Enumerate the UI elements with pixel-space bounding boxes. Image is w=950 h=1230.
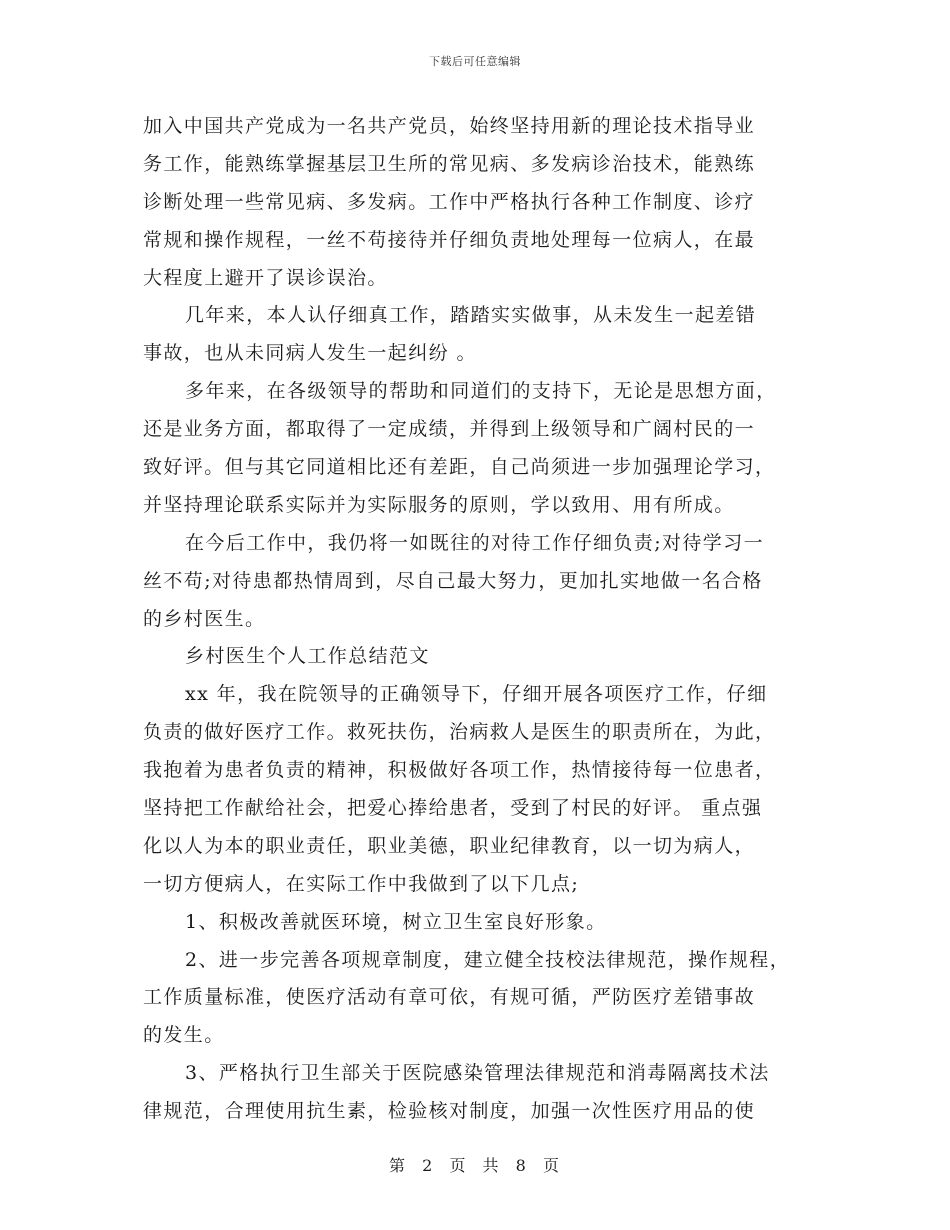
text-line: 负责的做好医疗工作。救死扶伤，治病救人是医生的职责所在，为此，: [143, 721, 776, 744]
text-line: 的发生。: [143, 1024, 225, 1047]
text-line: 一切方便病人，在实际工作中我做到了以下几点;: [143, 872, 580, 895]
text-line: 的乡村医生。: [143, 607, 266, 630]
footer-total-word: 共: [482, 1156, 501, 1175]
text-line: 大程度上避开了误诊误治。: [143, 266, 388, 289]
page-header: 下载后可任意编辑: [429, 55, 521, 68]
text-line: 致好评。但与其它同道相比还有差距，自己尚须进一步加强理论学习，: [143, 456, 776, 479]
section-title: 乡村医生个人工作总结范文: [185, 645, 430, 668]
text-line: 还是业务方面，都取得了一定成绩，并得到上级领导和广阔村民的一: [143, 418, 756, 441]
text-line: 律规范，合理使用抗生素，检验核对制度，加强一次性医疗用品的使: [143, 1100, 756, 1123]
text-line: 化以人为本的职业责任，职业美德，职业纪律教育，以一切为病人，: [143, 834, 756, 857]
text-line: xx 年，我在院领导的正确领导下，仔细开展各项医疗工作，仔细: [185, 683, 768, 706]
current-page-number: 2: [422, 1156, 435, 1175]
text-line: 多年来，在各级领导的帮助和同道们的支持下，无论是思想方面，: [185, 380, 777, 403]
text-line: 在今后工作中，我仍将一如既往的对待工作仔细负责;对待学习一: [185, 531, 765, 554]
list-item: 3、严格执行卫生部关于医院感染管理法律规范和消毒隔离技术法: [185, 1062, 770, 1085]
text-line: 丝不苟;对待患都热情周到，尽自己最大努力，更加扎实地做一名合格: [143, 569, 763, 592]
total-page-count: 8: [515, 1156, 528, 1175]
text-line: 务工作，能熟练掌握基层卫生所的常见病、多发病诊治技术，能熟练: [143, 152, 756, 175]
page-footer: [0, 1153, 950, 1176]
footer-page-word: 页: [449, 1156, 468, 1175]
list-item: 1、积极改善就医环境，树立卫生室良好形象。: [185, 910, 607, 933]
text-line: 诊断处理一些常见病、多发病。工作中严格执行各种工作制度、诊疗: [143, 190, 756, 213]
text-line: 常规和操作规程，一丝不苟接待并仔细负责地处理每一位病人，在最: [143, 228, 756, 251]
footer-suffix: 页: [542, 1156, 561, 1175]
text-line: 坚持把工作献给社会，把爱心捧给患者，受到了村民的好评。 重点强: [143, 797, 763, 820]
text-line: 并坚持理论联系实际并为实际服务的原则，学以致用、用有所成。: [143, 493, 735, 516]
text-line: 工作质量标准，使医疗活动有章可依，有规可循，严防医疗差错事故: [143, 986, 756, 1009]
text-line: 我抱着为患者负责的精神，积极做好各项工作，热情接待每一位患者，: [143, 759, 776, 782]
list-item: 2、进一步完善各项规章制度，建立健全技校法律规范，操作规程，: [185, 948, 791, 971]
text-line: 事故，也从未同病人发生一起纠纷 。: [143, 342, 477, 365]
footer-prefix: 第: [389, 1156, 408, 1175]
document-body: [143, 108, 808, 1131]
text-line: 几年来，本人认仔细真工作，踏踏实实做事，从未发生一起差错: [185, 304, 757, 327]
text-line: 加入中国共产党成为一名共产党员，始终坚持用新的理论技术指导业: [143, 115, 756, 137]
